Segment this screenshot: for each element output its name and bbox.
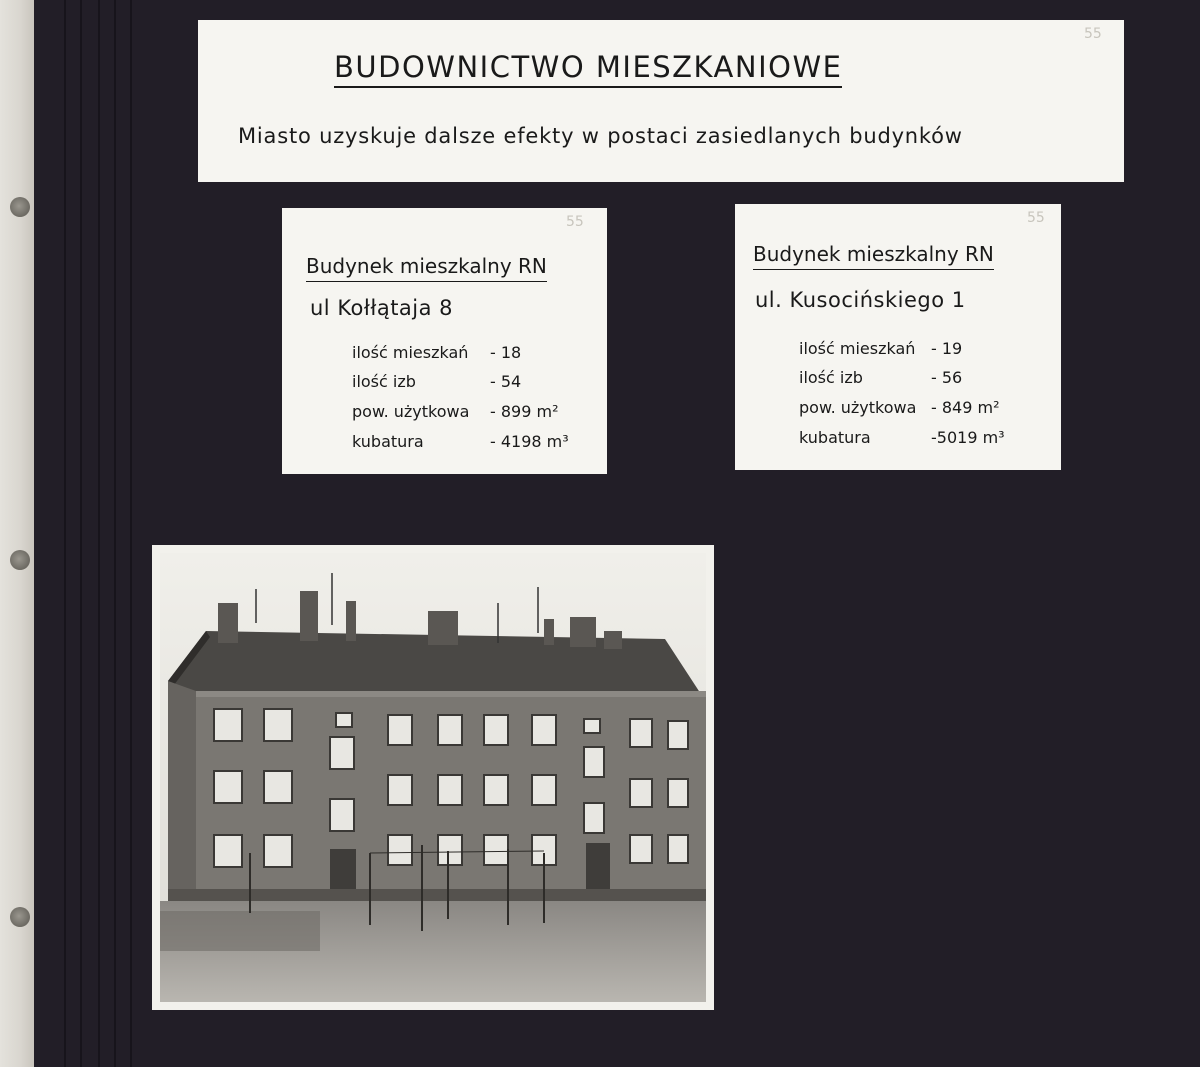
page-subtitle: Miasto uzyskuje dalsze efekty w postaci zasiedlanych budynków xyxy=(238,124,963,148)
binding-hole xyxy=(10,197,30,217)
page-fold-line xyxy=(130,0,132,1067)
pencil-page-number: 55 xyxy=(1084,26,1102,42)
stat-value: - 899 m² xyxy=(490,402,559,421)
stat-row xyxy=(799,339,963,358)
page-fold-line xyxy=(98,0,100,1067)
building-heading: Budynek mieszkalny RN xyxy=(306,254,547,282)
stat-label: kubatura xyxy=(352,432,424,451)
stat-value: - 54 xyxy=(490,372,522,391)
binding-hole xyxy=(10,550,30,570)
building-photo-image xyxy=(160,553,706,1002)
stat-row xyxy=(352,372,522,391)
stat-label: kubatura xyxy=(799,428,871,447)
building-street: ul. Kusocińskiego 1 xyxy=(755,288,966,312)
stat-label: pow. użytkowa xyxy=(352,402,470,421)
building-photograph xyxy=(152,545,714,1010)
stat-row xyxy=(799,368,963,387)
stat-row xyxy=(799,398,1000,417)
building-street: ul Kołłątaja 8 xyxy=(310,296,454,320)
pencil-page-number: 55 xyxy=(1027,210,1045,226)
stat-value: -5019 m³ xyxy=(931,428,1005,447)
stat-label: pow. użytkowa xyxy=(799,398,917,417)
stat-value: - 18 xyxy=(490,343,522,362)
stat-value: - 19 xyxy=(931,339,963,358)
stat-row xyxy=(799,428,1005,447)
stat-value: - 4198 m³ xyxy=(490,432,569,451)
page-fold-line xyxy=(64,0,66,1067)
binding-hole xyxy=(10,907,30,927)
building-info-card xyxy=(282,208,607,474)
building-heading: Budynek mieszkalny RN xyxy=(753,242,994,270)
stat-label: ilość mieszkań xyxy=(799,339,916,358)
stat-label: ilość mieszkań xyxy=(352,343,469,362)
stat-value: - 56 xyxy=(931,368,963,387)
title-card xyxy=(198,20,1124,182)
stat-label: ilość izb xyxy=(352,372,416,391)
pencil-page-number: 55 xyxy=(566,214,584,230)
page-fold-line xyxy=(114,0,116,1067)
page-title: BUDOWNICTWO MIESZKANIOWE xyxy=(334,50,842,88)
stat-row xyxy=(352,432,569,451)
building-info-card xyxy=(735,204,1061,470)
stat-row xyxy=(352,402,559,421)
page-fold-line xyxy=(80,0,82,1067)
stat-value: - 849 m² xyxy=(931,398,1000,417)
stat-row xyxy=(352,343,522,362)
stat-label: ilość izb xyxy=(799,368,863,387)
album-binding-strip xyxy=(0,0,34,1067)
